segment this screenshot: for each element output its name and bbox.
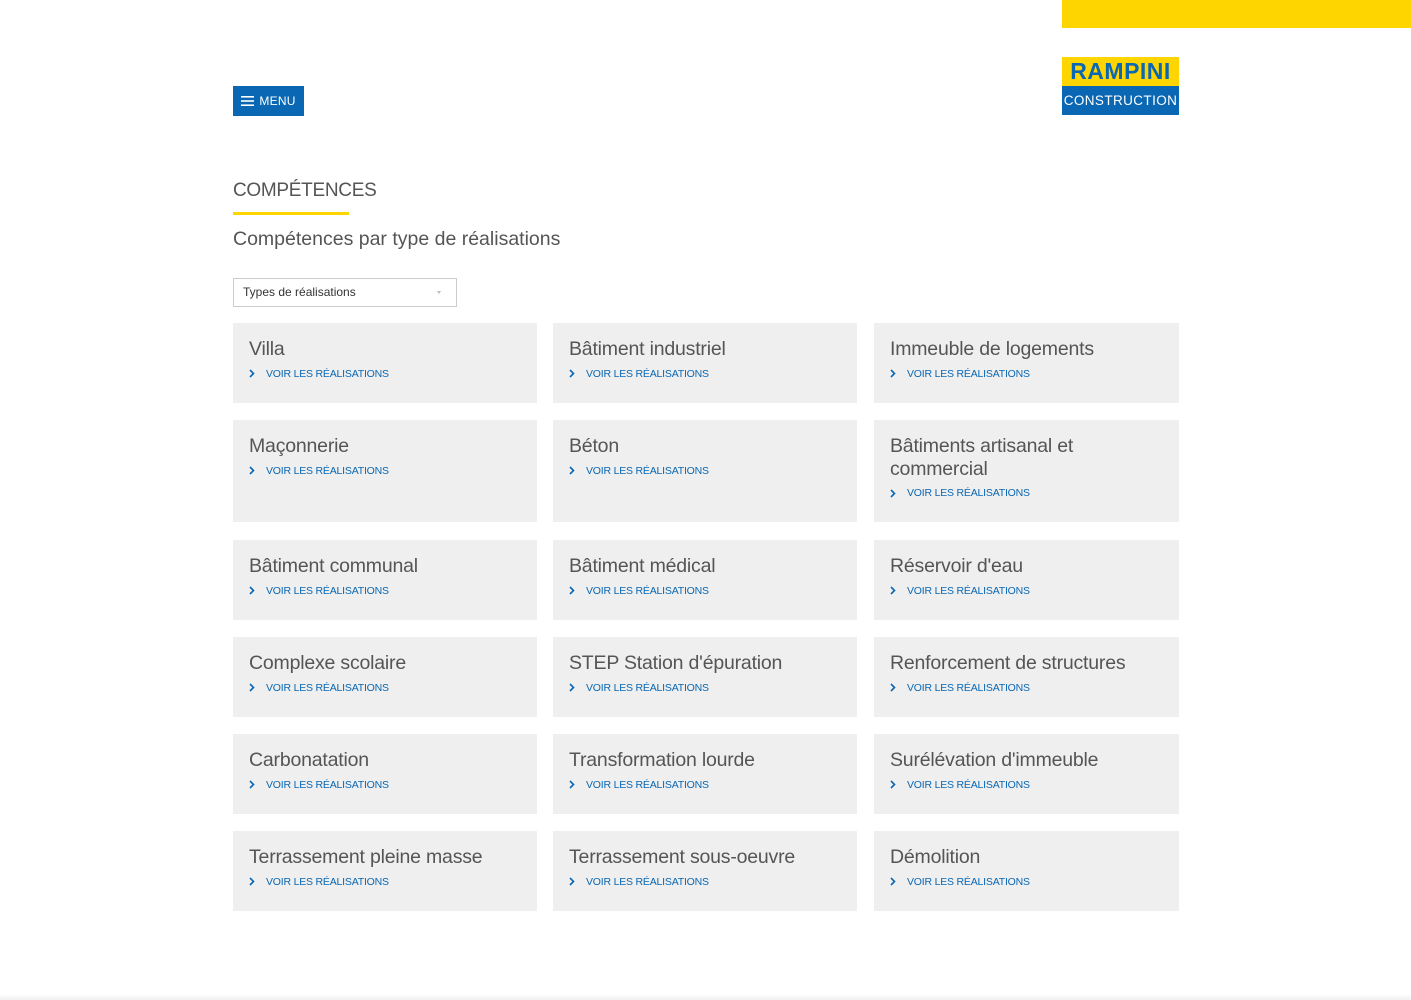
card-terrassement-sous-oeuvre[interactable]: [553, 831, 857, 911]
see-projects-label: VOIR LES RÉALISATIONS: [907, 487, 1030, 499]
see-projects-link[interactable]: [569, 585, 841, 597]
see-projects-label: VOIR LES RÉALISATIONS: [586, 681, 709, 694]
card-title: Bâtiment médical: [569, 555, 716, 577]
card-title: Maçonnerie: [249, 435, 349, 457]
card-title: Béton: [569, 435, 619, 457]
chevron-right-icon: [890, 369, 907, 378]
chevron-right-icon: [249, 780, 266, 789]
see-projects-link[interactable]: [569, 682, 841, 694]
card-title: Carbonatation: [249, 749, 369, 771]
see-projects-label: VOIR LES RÉALISATIONS: [586, 367, 709, 380]
see-projects-label: VOIR LES RÉALISATIONS: [266, 778, 389, 791]
chevron-right-icon: [249, 369, 266, 378]
card-title: Surélévation d'immeuble: [890, 749, 1099, 771]
card-batiment-medical[interactable]: [553, 540, 857, 620]
card-title: STEP Station d'épuration: [569, 652, 783, 674]
see-projects-label: VOIR LES RÉALISATIONS: [907, 778, 1030, 791]
see-projects-label: VOIR LES RÉALISATIONS: [266, 584, 389, 597]
chevron-right-icon: [890, 780, 907, 789]
see-projects-label: VOIR LES RÉALISATIONS: [907, 875, 1030, 888]
top-accent-bar: [1062, 0, 1411, 28]
card-title: Transformation lourde: [569, 749, 755, 771]
chevron-right-icon: [890, 877, 907, 886]
hamburger-icon: [241, 96, 254, 106]
card-demolition[interactable]: [874, 831, 1179, 911]
see-projects-link[interactable]: [890, 876, 1163, 888]
see-projects-link[interactable]: [249, 779, 521, 791]
see-projects-label: VOIR LES RÉALISATIONS: [266, 875, 389, 888]
card-title: Bâtiment industriel: [569, 338, 726, 360]
card-maconnerie[interactable]: [233, 420, 537, 522]
card-batiment-industriel[interactable]: [553, 323, 857, 403]
menu-button[interactable]: [233, 86, 304, 116]
chevron-right-icon: [569, 683, 586, 692]
card-reservoir-d-eau[interactable]: [874, 540, 1179, 620]
see-projects-label: VOIR LES RÉALISATIONS: [586, 778, 709, 791]
card-title: Immeuble de logements: [890, 338, 1094, 360]
see-projects-label: VOIR LES RÉALISATIONS: [586, 584, 709, 597]
logo-wordmark: RAMPINI: [1062, 57, 1179, 86]
card-immeuble-de-logements[interactable]: [874, 323, 1179, 403]
chevron-right-icon: [569, 586, 586, 595]
card-carbonatation[interactable]: [233, 734, 537, 814]
see-projects-label: VOIR LES RÉALISATIONS: [586, 464, 709, 477]
section-underline: [233, 212, 349, 215]
chevron-right-icon: [249, 683, 266, 692]
card-beton[interactable]: [553, 420, 857, 522]
see-projects-label: VOIR LES RÉALISATIONS: [907, 681, 1030, 694]
caret-down-icon: [437, 291, 441, 294]
see-projects-link[interactable]: [249, 876, 521, 888]
card-title: Complexe scolaire: [249, 652, 406, 674]
see-projects-link[interactable]: [890, 487, 1163, 499]
type-filter-select[interactable]: [233, 278, 457, 307]
chevron-right-icon: [249, 586, 266, 595]
logo-tagline: CONSTRUCTION: [1062, 86, 1179, 115]
chevron-right-icon: [249, 466, 266, 475]
card-title: Villa: [249, 338, 285, 360]
see-projects-link[interactable]: [569, 779, 841, 791]
logo[interactable]: [1062, 57, 1179, 115]
type-filter-value: Types de réalisations: [243, 285, 356, 299]
card-title: Bâtiments artisanal et commercial: [890, 435, 1074, 480]
chevron-right-icon: [569, 877, 586, 886]
card-transformation-lourde[interactable]: [553, 734, 857, 814]
card-title: Terrassement sous-oeuvre: [569, 846, 796, 868]
card-title: Réservoir d'eau: [890, 555, 1023, 577]
see-projects-link[interactable]: [249, 465, 521, 477]
see-projects-label: VOIR LES RÉALISATIONS: [907, 367, 1030, 380]
page-subtitle: Compétences par type de réalisations: [233, 228, 561, 250]
see-projects-label: VOIR LES RÉALISATIONS: [586, 875, 709, 888]
see-projects-link[interactable]: [249, 682, 521, 694]
see-projects-link[interactable]: [890, 779, 1163, 791]
card-title: Renforcement de structures: [890, 652, 1126, 674]
chevron-right-icon: [569, 369, 586, 378]
card-step-station-d-epuration[interactable]: [553, 637, 857, 717]
chevron-right-icon: [890, 683, 907, 692]
menu-label: MENU: [259, 94, 296, 108]
card-title: Démolition: [890, 846, 981, 868]
see-projects-link[interactable]: [890, 682, 1163, 694]
card-batiments-artisanal-et-commercial[interactable]: [874, 420, 1179, 522]
section-label: COMPÉTENCES: [233, 180, 377, 201]
chevron-right-icon: [890, 586, 907, 595]
bottom-shadow: [0, 994, 1411, 1000]
card-batiment-communal[interactable]: [233, 540, 537, 620]
chevron-right-icon: [569, 780, 586, 789]
see-projects-link[interactable]: [569, 876, 841, 888]
see-projects-link[interactable]: [890, 368, 1163, 380]
card-renforcement-de-structures[interactable]: [874, 637, 1179, 717]
see-projects-link[interactable]: [890, 585, 1163, 597]
card-title: Terrassement pleine masse: [249, 846, 483, 868]
card-terrassement-pleine-masse[interactable]: [233, 831, 537, 911]
see-projects-label: VOIR LES RÉALISATIONS: [907, 584, 1030, 597]
see-projects-link[interactable]: [249, 368, 521, 380]
see-projects-label: VOIR LES RÉALISATIONS: [266, 367, 389, 380]
see-projects-label: VOIR LES RÉALISATIONS: [266, 681, 389, 694]
see-projects-link[interactable]: [569, 368, 841, 380]
see-projects-link[interactable]: [249, 585, 521, 597]
card-complexe-scolaire[interactable]: [233, 637, 537, 717]
see-projects-link[interactable]: [569, 465, 841, 477]
card-title: Bâtiment communal: [249, 555, 418, 577]
chevron-right-icon: [249, 877, 266, 886]
chevron-right-icon: [569, 466, 586, 475]
card-villa[interactable]: [233, 323, 537, 403]
chevron-right-icon: [890, 489, 907, 498]
card-surelevation-d-immeuble[interactable]: [874, 734, 1179, 814]
see-projects-label: VOIR LES RÉALISATIONS: [266, 464, 389, 477]
